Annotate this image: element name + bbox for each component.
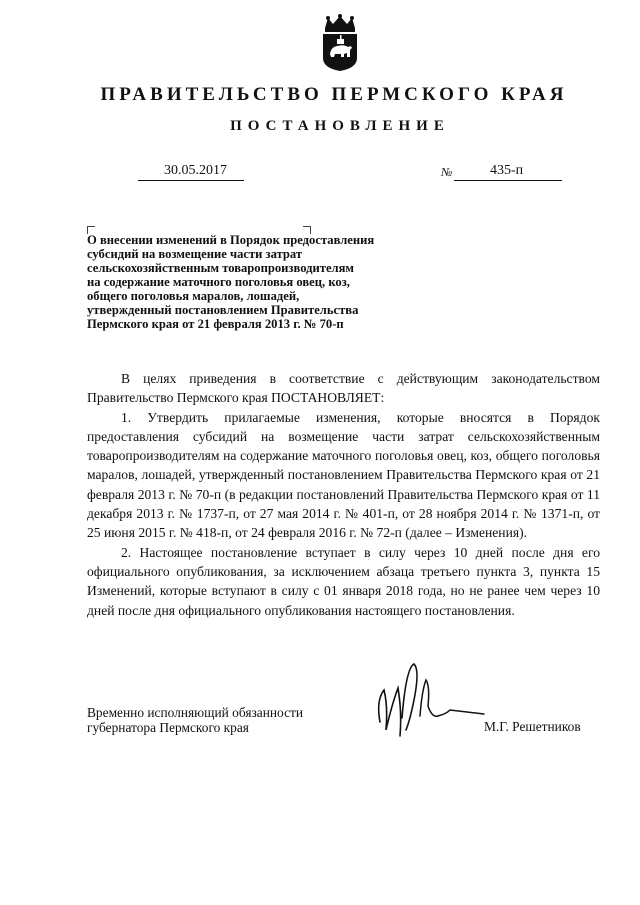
subject-heading — [87, 233, 447, 331]
signatory-name: М.Г. Решетников — [484, 719, 581, 734]
subject-line: на содержание маточного поголовья овец, коз, — [87, 275, 350, 289]
subject-line: Пермского края от 21 февраля 2013 г. № 70-п — [87, 317, 344, 331]
number-sign: № — [441, 165, 453, 179]
item-1-paragraph: 1. Утвердить прилагаемые изменения, которые вносятся в Порядок предоставления субсидий на возмещение части затрат сельскохозяйственным товаропроизводителям на содержание маточного поголовья овец, коз, общего поголовья маралов, лошадей, утвержденный постановлением Правительства Пермского края от 21 февраля 2013 г. № 70-п (в редакции постановлений Правительства Пермского края от 11 декабря 2013 г. № 1737-п, от 27 мая 2014 г. № 401-п, от 28 ноября 2014 г. № 1371-п, от 25 июня 2015 г. № 418-п, от 24 февраля 2016 г. № 72-п (далее – Изменения). — [87, 409, 600, 541]
signatory-position — [87, 705, 303, 735]
position-line: Временно исполняющий обязанности — [87, 705, 304, 720]
document-body — [87, 369, 600, 620]
preamble-paragraph: В целях приведения в соответствие с действующим законодательством Правительство Пермского края ПОСТАНОВЛЯЕТ: — [87, 371, 600, 406]
item-2-paragraph: 2. Настоящее постановление вступает в силу через 10 дней после дня его официального опубликования, за исключением абзаца третьего пункта 3, пункта 15 Изменений, которые вступают в силу с 01 января 2018 года, но не ранее чем через 10 дней после дня официального опубликования настоящего постановления. — [87, 544, 600, 618]
document-type: ПОСТАНОВЛЕНИЕ — [230, 118, 450, 134]
position-line: губернатора Пермского края — [87, 720, 249, 735]
document-date: 30.05.2017 — [164, 163, 227, 178]
subject-line: утвержденный постановлением Правительства — [87, 303, 359, 317]
subject-line: О внесении изменений в Порядок предоставления — [87, 233, 375, 247]
government-title: ПРАВИТЕЛЬСТВО ПЕРМСКОГО КРАЯ — [100, 84, 568, 105]
subject-line: общего поголовья маралов, лошадей, — [87, 289, 300, 303]
subject-line: сельскохозяйственным товаропроизводителям — [87, 261, 354, 275]
subject-line: субсидий на возмещение части затрат — [87, 247, 303, 261]
perm-krai-coat-of-arms-icon — [319, 14, 361, 72]
document-number: 435-п — [490, 163, 524, 178]
handwritten-signature-icon — [362, 660, 492, 750]
